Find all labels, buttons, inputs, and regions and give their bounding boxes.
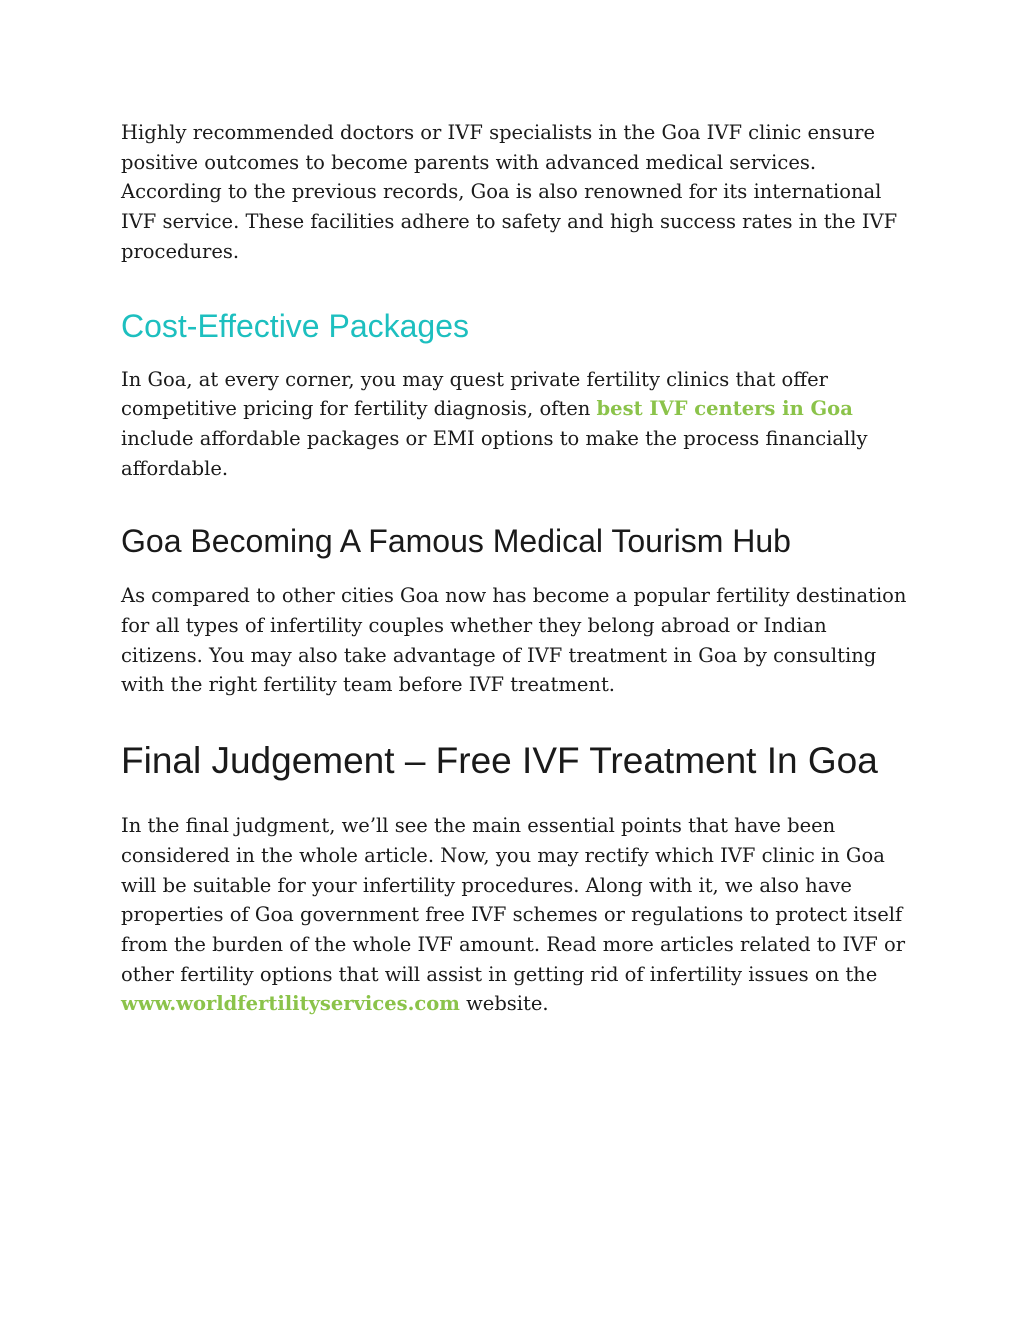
cost-text-after-link: include affordable packages or EMI options to make the process financially affordable. [121,426,868,480]
world-fertility-services-link[interactable]: www.worldfertilityservices.com [121,992,460,1016]
cost-text-before-link: In Goa, at every corner, you may quest private fertility clinics that offer competitive pricing for fertility diagnosis, often [121,367,828,421]
tourism-hub-heading: Goa Becoming A Famous Medical Tourism Hub [121,523,791,560]
final-text-after-link: website. [459,992,549,1016]
cost-paragraph [121,365,911,484]
best-ivf-centers-link[interactable]: best IVF centers in Goa [596,397,853,421]
tourism-paragraph: As compared to other cities Goa now has become a popular fertility destination for all types of infertility couples whether they belong abroad or Indian citizens. You may also take advantage of IVF treatment in Goa by consulting with the right fertility team before IVF treatment. [121,584,907,697]
final-paragraph [121,811,911,1019]
document-page [121,118,911,1019]
final-judgement-heading: Final Judgement – Free IVF Treatment In Goa [121,740,878,782]
cost-effective-heading: Cost-Effective Packages [121,307,470,344]
intro-paragraph: Highly recommended doctors or IVF specialists in the Goa IVF clinic ensure positive outcomes to become parents with advanced medical services. According to the previous records, Goa is also renowned for its international IVF service. These facilities adhere to safety and high success rates in the IVF procedures. [121,121,898,263]
final-text-before-link: In the final judgment, we’ll see the main essential points that have been considered in the whole article. Now, you may rectify which IVF clinic in Goa will be suitable for your infertility procedures. Along with it, we also have properties of Goa government free IVF schemes or regulations to protect itself from the burden of the whole IVF amount. Read more articles related to IVF or other fertility options that will assist in getting rid of infertility issues on the [121,814,906,986]
